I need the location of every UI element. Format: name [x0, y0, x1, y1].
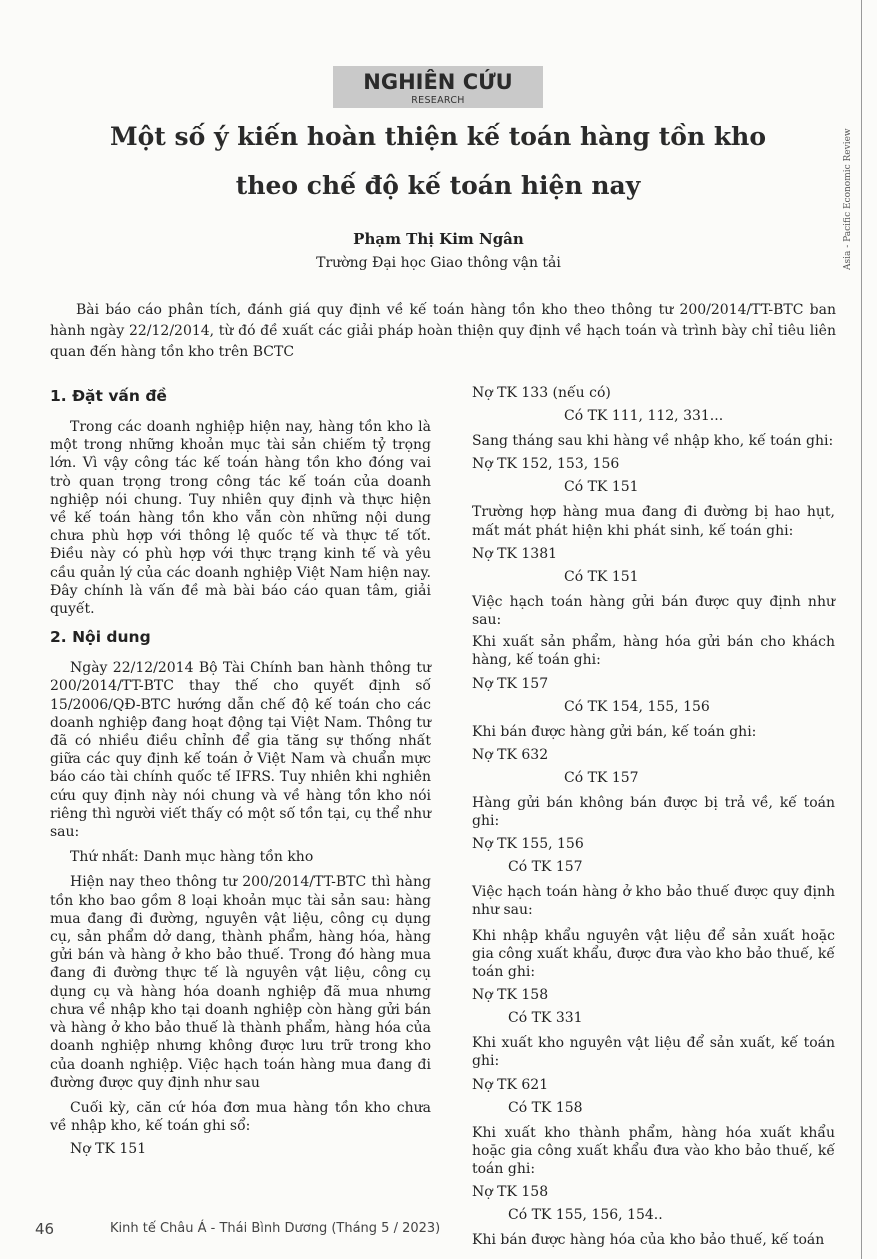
entry-line: Nợ TK 152, 153, 156: [472, 456, 620, 473]
paragraph: Hiện nay theo thông tư 200/2014/TT-BTC thì hàng tồn kho bao gồm 8 loại khoản mục tài sản sau: hàng mua đang đi đường, nguyên vật liệu, công cụ dụng cụ, sản phẩm dở dang, thành phẩm, hàng hóa, hàng gửi bán và hàng ở kho bảo thuế. Trong đó hàng mua đang đi đường thực tế là nguyên vật liệu, công cụ dụng cụ và hàng hóa doanh nghiệp đã mua nhưng chưa về nhập kho tại doanh nghiệp còn hàng gửi bán và hàng ở kho bảo thuế là thành phẩm, hàng hóa của doanh nghiệp nhưng không được lưu trữ trong kho của doanh nghiệp. Việc hạch toán hàng mua đang đi đường được quy định như sau: [50, 874, 431, 1091]
entry-line: Nợ TK 155, 156: [472, 836, 584, 853]
author-name: Phạm Thị Kim Ngân: [353, 230, 524, 248]
paragraph: Việc hạch toán hàng ở kho bảo thuế được quy định như sau:: [472, 884, 835, 919]
paragraph: Khi bán được hàng hóa của kho bảo thuế, kế toán: [472, 1232, 825, 1249]
entry-line: Nợ TK 1381: [472, 545, 558, 562]
paragraph: Sang tháng sau khi hàng về nhập kho, kế toán ghi:: [472, 433, 834, 450]
paragraph: Khi xuất kho thành phẩm, hàng hóa xuất khẩu hoặc gia công xuất khẩu đưa vào kho bảo thuế, kế toán ghi:: [472, 1124, 835, 1178]
entry-line: Có TK 151: [564, 479, 639, 496]
left-column: [50, 384, 431, 1158]
abstract: Bài báo cáo phân tích, đánh giá quy định về kế toán hàng tồn kho theo thông tư 200/2014/TT-BTC ban hành ngày 22/12/2014, từ đó đề xuất các giải pháp hoàn thiện quy định về hạch toán và trình bày chỉ tiêu liên quan đến hàng tồn kho trên BCTC: [50, 302, 836, 360]
entry-line: Nợ TK 621: [472, 1076, 549, 1093]
entry-line: Nợ TK 157: [472, 675, 549, 692]
entry-line: Có TK 151: [564, 568, 639, 585]
title-line-1: Một số ý kiến hoàn thiện kế toán hàng tồn kho: [109, 122, 767, 151]
section-tag: [333, 66, 543, 108]
entry-line: Có TK 155, 156, 154..: [508, 1207, 663, 1224]
entry-line: Nợ TK 133 (nếu có): [472, 385, 611, 401]
paragraph: Cuối kỳ, căn cứ hóa đơn mua hàng tồn kho chưa về nhập kho, kế toán ghi sổ:: [50, 1099, 431, 1135]
margin-rule: [861, 0, 862, 1259]
entry-line: Có TK 158: [508, 1099, 583, 1116]
entry-line: Nợ TK 158: [472, 987, 549, 1004]
paragraph: Khi bán được hàng gửi bán, kế toán ghi:: [472, 723, 757, 740]
page-number: 46: [35, 1220, 55, 1238]
paragraph: Khi nhập khẩu nguyên vật liệu để sản xuất hoặc gia công xuất khẩu, được đưa vào kho bảo thuế, kế toán ghi:: [472, 927, 835, 981]
paragraph: Khi xuất sản phẩm, hàng hóa gửi bán cho khách hàng, kế toán ghi:: [472, 634, 835, 669]
entry-line: Nợ TK 158: [472, 1184, 549, 1201]
paragraph: Việc hạch toán hàng gửi bán được quy định như sau:: [472, 593, 835, 629]
heading-1: 1. Đặt vấn đề: [50, 387, 167, 405]
entry-line: Có TK 154, 155, 156: [564, 698, 710, 715]
heading-2: 2. Nội dung: [50, 628, 151, 647]
article-title: [40, 112, 836, 210]
paragraph: Thứ nhất: Danh mục hàng tồn kho: [70, 849, 314, 866]
paragraph: Ngày 22/12/2014 Bộ Tài Chính ban hành thông tư 200/2014/TT-BTC thay thế cho quyết định số 15/2006/QĐ-BTC hướng dẫn chế độ kế toán cho các doanh nghiệp đang hoạt động tại Việt Nam. Thông tư đã có nhiều điều chỉnh để gia tăng sự thống nhất giữa các quy định kế toán ở Việt Nam và chuẩn mực báo cáo tài chính quốc tế IFRS. Tuy nhiên khi nghiên cứu quy định này nói chung và về hàng tồn kho nói riêng thì người viết thấy có một số tồn tại, cụ thể như sau:: [50, 660, 431, 841]
author-affiliation: Trường Đại học Giao thông vận tải: [316, 255, 561, 271]
entry-line: Có TK 157: [508, 859, 583, 876]
journal-side-label: Asia - Pacific Economic Review: [843, 128, 853, 270]
section-tag-sub: RESEARCH: [411, 95, 465, 106]
section-tag-main: NGHIÊN CỨU: [363, 70, 513, 94]
footer-journal: Kinh tế Châu Á - Thái Bình Dương (Tháng 5 / 2023): [110, 1221, 441, 1236]
paragraph: Trường hợp hàng mua đang đi đường bị hao hụt, mất mát phát hiện khi phát sinh, kế toán ghi:: [472, 504, 835, 539]
entry-line: Nợ TK 632: [472, 746, 549, 763]
paragraph: Hàng gửi bán không bán được bị trả về, kế toán ghi:: [472, 794, 835, 830]
entry-line: Có TK 157: [564, 769, 639, 786]
right-column: [472, 384, 835, 1249]
entry-line: Có TK 111, 112, 331...: [564, 408, 724, 425]
entry-line: Có TK 331: [508, 1010, 583, 1027]
entry-line: Nợ TK 151: [70, 1141, 147, 1158]
title-line-2: theo chế độ kế toán hiện nay: [235, 171, 641, 200]
paragraph: Trong các doanh nghiệp hiện nay, hàng tồn kho là một trong những khoản mục tài sản chiếm tỷ trọng lớn. Vì vậy công tác kế toán hàng tồn kho đóng vai trò quan trọng trong công tác kế toán của doanh nghiệp nói chung. Tuy nhiên quy định và thực hiện về kế toán hàng tồn kho vẫn còn những nội dung chưa phù hợp với thông lệ quốc tế và thực tế tốt. Điều này có phù hợp với thực trạng kinh tế và yêu cầu quản lý của các doanh nghiệp Việt Nam hiện nay. Đây chính là vấn đề mà bài báo cáo quan tâm, giải quyết.: [50, 419, 431, 618]
paragraph: Khi xuất kho nguyên vật liệu để sản xuất, kế toán ghi:: [472, 1035, 835, 1070]
